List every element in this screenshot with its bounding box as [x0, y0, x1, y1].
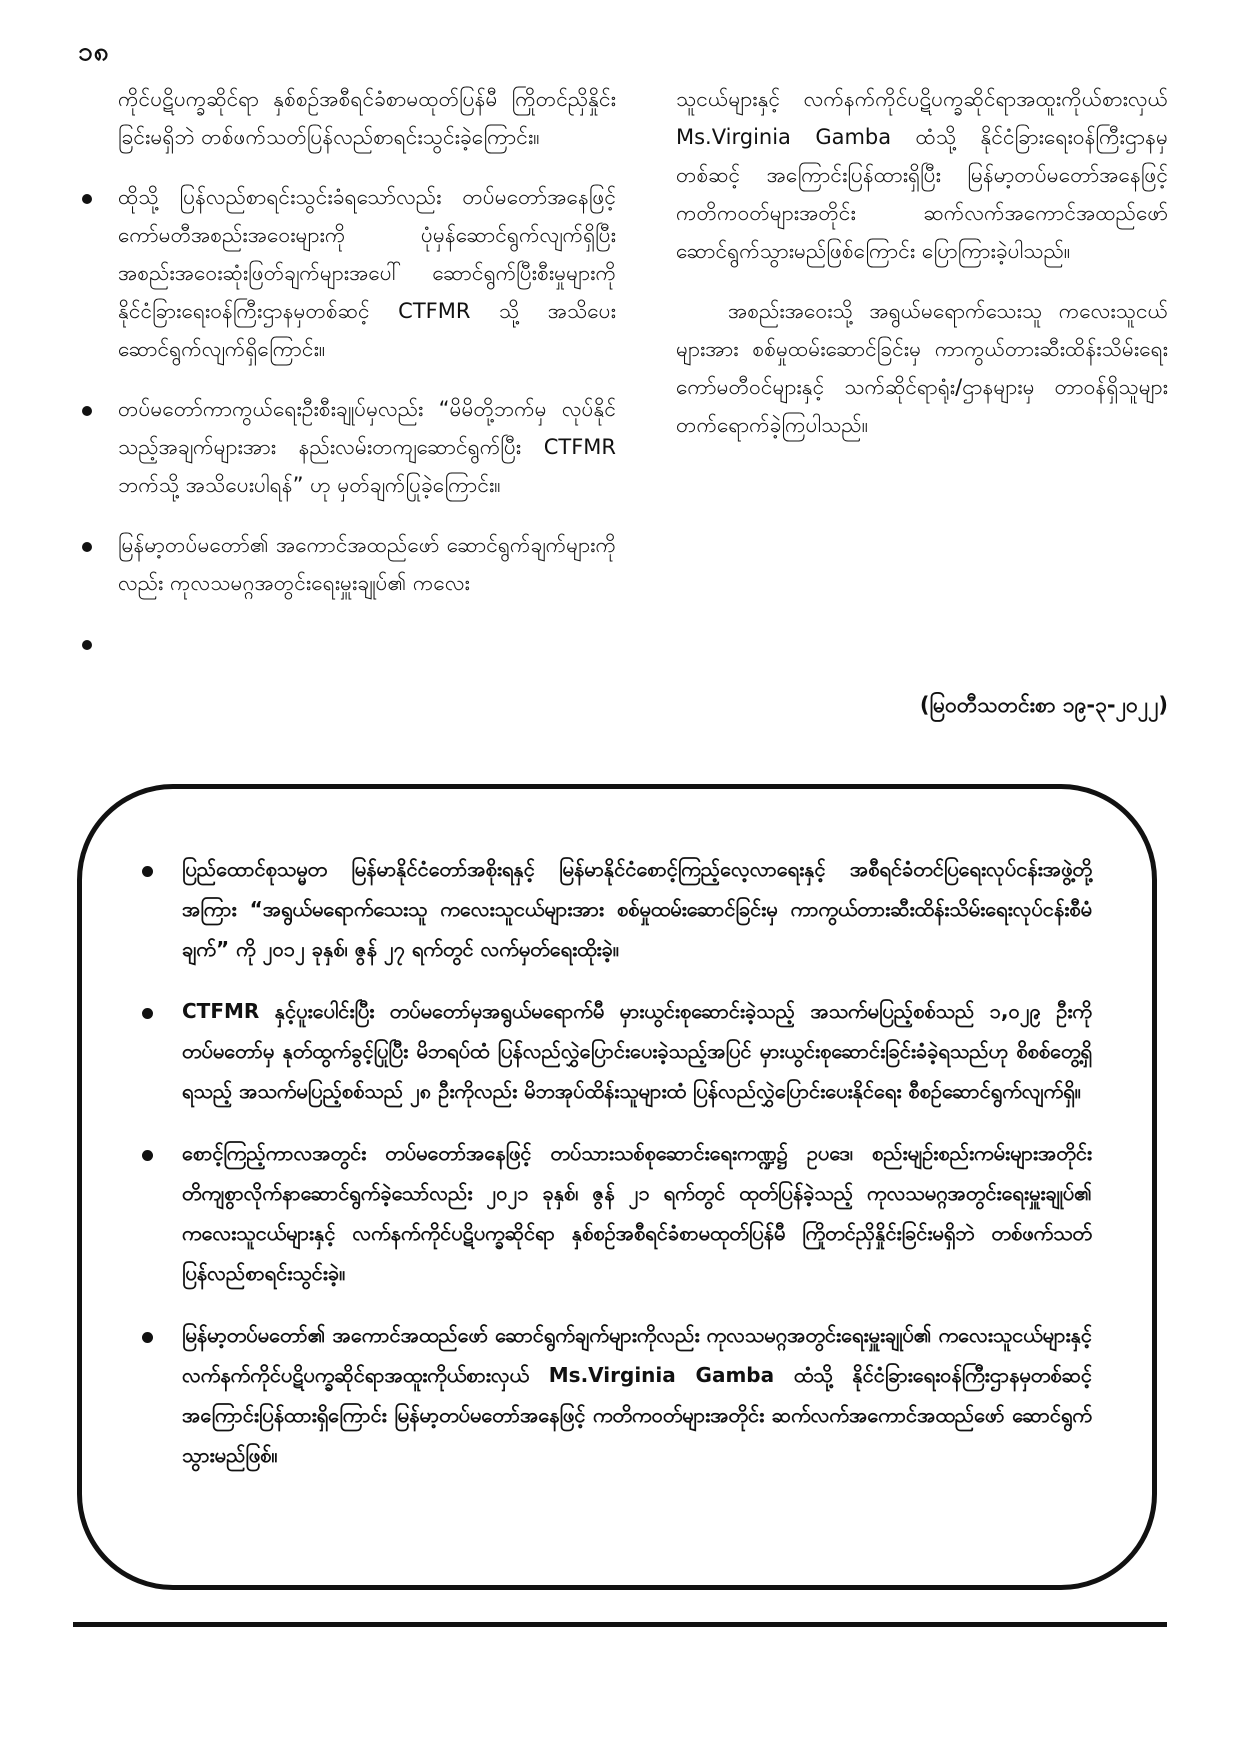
bullet-icon: [82, 640, 92, 650]
bullet-item: [86, 390, 616, 504]
summary-item: [142, 1315, 1092, 1475]
bottom-divider: [73, 1622, 1167, 1627]
summary-list: [142, 849, 1092, 1475]
bullet-icon: [142, 1332, 153, 1343]
bullet-icon: [142, 1150, 153, 1161]
bullet-icon: [142, 1008, 153, 1019]
right-column-paragraph: အစည်းအဝေးသို့ အရွယ်မရောက်သေးသူ ကလေးသူငယ်များအား စစ်မှုထမ်းဆောင်ခြင်းမှ ကာကွယ်တားဆီးထိန်းသိမ်းရေးကော်မတီဝင်များနှင့် သက်ဆိုင်ရာရုံး/ဌာနများမှ တာဝန်ရှိသူများ တက်ရောက်ခဲ့ကြပါသည်။: [676, 299, 1168, 437]
summary-item: [142, 849, 1092, 969]
right-column-continuation-text: သူငယ်များနှင့် လက်နက်ကိုင်ပဋိပက္ခဆိုင်ရာအထူးကိုယ်စားလှယ် Ms.Virginia Gamba ထံသို့ နိုင်ငံခြားရေးဝန်ကြီးဌာနမှတစ်ဆင့် အကြောင်းပြန်ထားရှိပြီး မြန်မာ့တပ်မတော်အနေဖြင့် ကတိကဝတ်များအတိုင်း ဆက်လက်အကောင်အထည်ဖော် ဆောင်ရွက်သွားမည်ဖြစ်ကြောင်း ပြောကြားခဲ့ပါသည်။: [676, 87, 1168, 263]
source-citation: (မြဝတီသတင်းစာ ၁၉-၃-၂၀၂၂): [919, 693, 1168, 717]
summary-item-text: ပြည်ထောင်စုသမ္မတ မြန်မာနိုင်ငံတော်အစိုးရနှင့် မြန်မာနိုင်ငံစောင့်ကြည့်လေ့လာရေးနှင့် အစီရင်ခံတင်ပြရေးလုပ်ငန်းအဖွဲ့တို့အကြား “အရွယ်မရောက်သေးသူ ကလေးသူငယ်များအား စစ်မှုထမ်းဆောင်ခြင်းမှ ကာကွယ်တားဆီးထိန်းသိမ်းရေးလုပ်ငန်းစီမံချက်” ကို ၂၀၁၂ ခုနှစ်၊ ဇွန် ၂၇ ရက်တွင် လက်မှတ်ရေးထိုးခဲ့။: [182, 857, 1092, 961]
left-column-bullet-list: [86, 178, 616, 602]
bullet-icon: [82, 194, 92, 204]
bullet-icon: [82, 406, 92, 416]
summary-item: [142, 1133, 1092, 1293]
bullet-icon: [142, 866, 153, 877]
bullet-icon: [82, 542, 92, 552]
summary-item-text: CTFMR နှင့်ပူးပေါင်းပြီး တပ်မတော်မှအရွယ်မရောက်မီ မှားယွင်းစုဆောင်းခဲ့သည့် အသက်မပြည့်စစ်သည် ၁,၀၂၉ ဦးကို တပ်မတော်မှ နုတ်ထွက်ခွင့်ပြုပြီး မိဘရပ်ထံ ပြန်လည်လွှဲပြောင်းပေးခဲ့သည့်အပြင် မှားယွင်းစုဆောင်းခြင်းခံခဲ့ရသည်ဟု စိစစ်တွေ့ရှိရသည့် အသက်မပြည့်စစ်သည် ၂၈ ဦးကိုလည်း မိဘအုပ်ထိန်းသူများထံ ပြန်လည်လွှဲပြောင်းပေးနိုင်ရေး စီစဉ်ဆောင်ရွက်လျက်ရှိ။: [182, 999, 1092, 1103]
bullet-text: မြန်မာ့တပ်မတော်၏ အကောင်အထည်ဖော် ဆောင်ရွက်ချက်များကိုလည်း ကုလသမဂ္ဂအတွင်းရေးမှူးချုပ်၏ ကလေး: [118, 533, 616, 595]
left-column: [86, 80, 616, 624]
summary-item: [142, 991, 1092, 1111]
bullet-item: [86, 526, 616, 602]
summary-item-text: စောင့်ကြည့်ကာလအတွင်း တပ်မတော်အနေဖြင့် တပ်သားသစ်စုဆောင်းရေးကဏ္ဍ၌ ဥပဒေ၊ စည်းမျဉ်းစည်းကမ်းများအတိုင်း တိကျစွာလိုက်နာဆောင်ရွက်ခဲ့သော်လည်း ၂၀၂၁ ခုနှစ်၊ ဇွန် ၂၁ ရက်တွင် ထုတ်ပြန်ခဲ့သည့် ကုလသမဂ္ဂအတွင်းရေးမှူးချုပ်၏ ကလေးသူငယ်များနှင့် လက်နက်ကိုင်ပဋိပက္ခဆိုင်ရာ နှစ်စဉ်အစီရင်ခံစာမထုတ်ပြန်မီ ကြိုတင်ညှိနှိုင်းခြင်းမရှိဘဲ တစ်ဖက်သတ် ပြန်လည်စာရင်းသွင်းခဲ့။: [182, 1141, 1092, 1285]
bullet-text: တပ်မတော်ကာကွယ်ရေးဦးစီးချုပ်မှလည်း “မိမိတို့ဘက်မှ လုပ်နိုင်သည့်အချက်များအား နည်းလမ်းတကျဆောင်ရွက်ပြီး CTFMR ဘက်သို့ အသိပေးပါရန်” ဟု မှတ်ချက်ပြုခဲ့ကြောင်း။: [118, 397, 616, 497]
right-column: [676, 80, 1168, 466]
left-column-opening-text: ကိုင်ပဋိပက္ခဆိုင်ရာ နှစ်စဉ်အစီရင်ခံစာမထုတ်ပြန်မီ ကြိုတင်ညှိနှိုင်းခြင်းမရှိဘဲ တစ်ဖက်သတ်ပြန်လည်စာရင်းသွင်းခဲ့ကြောင်း။: [118, 87, 616, 149]
bullet-item: [86, 178, 616, 368]
bullet-text: ထိုသို့ ပြန်လည်စာရင်းသွင်းခံရသော်လည်း တပ်မတော်အနေဖြင့် ကော်မတီအစည်းအဝေးများကို ပုံမှန်ဆောင်ရွက်လျက်ရှိပြီး အစည်းအဝေးဆုံးဖြတ်ချက်များအပေါ် ဆောင်ရွက်ပြီးစီးမှုများကို နိုင်ငံခြားရေးဝန်ကြီးဌာနမှတစ်ဆင့် CTFMR သို့ အသိပေးဆောင်ရွက်လျက်ရှိကြောင်း။: [118, 185, 616, 361]
page-number: ၁၈: [78, 37, 110, 67]
summary-box: [77, 784, 1157, 1590]
summary-item-text: မြန်မာ့တပ်မတော်၏ အကောင်အထည်ဖော် ဆောင်ရွက်ချက်များကိုလည်း ကုလသမဂ္ဂအတွင်းရေးမှူးချုပ်၏ ကလေးသူငယ်များနှင့် လက်နက်ကိုင်ပဋိပက္ခဆိုင်ရာအထူးကိုယ်စားလှယ် Ms.Virginia Gamba ထံသို့ နိုင်ငံခြားရေးဝန်ကြီးဌာနမှတစ်ဆင့် အကြောင်းပြန်ထားရှိကြောင်း မြန်မာ့တပ်မတော်အနေဖြင့် ကတိကဝတ်များအတိုင်း ဆက်လက်အကောင်အထည်ဖော် ဆောင်ရွက်သွားမည်ဖြစ်။: [182, 1323, 1092, 1467]
